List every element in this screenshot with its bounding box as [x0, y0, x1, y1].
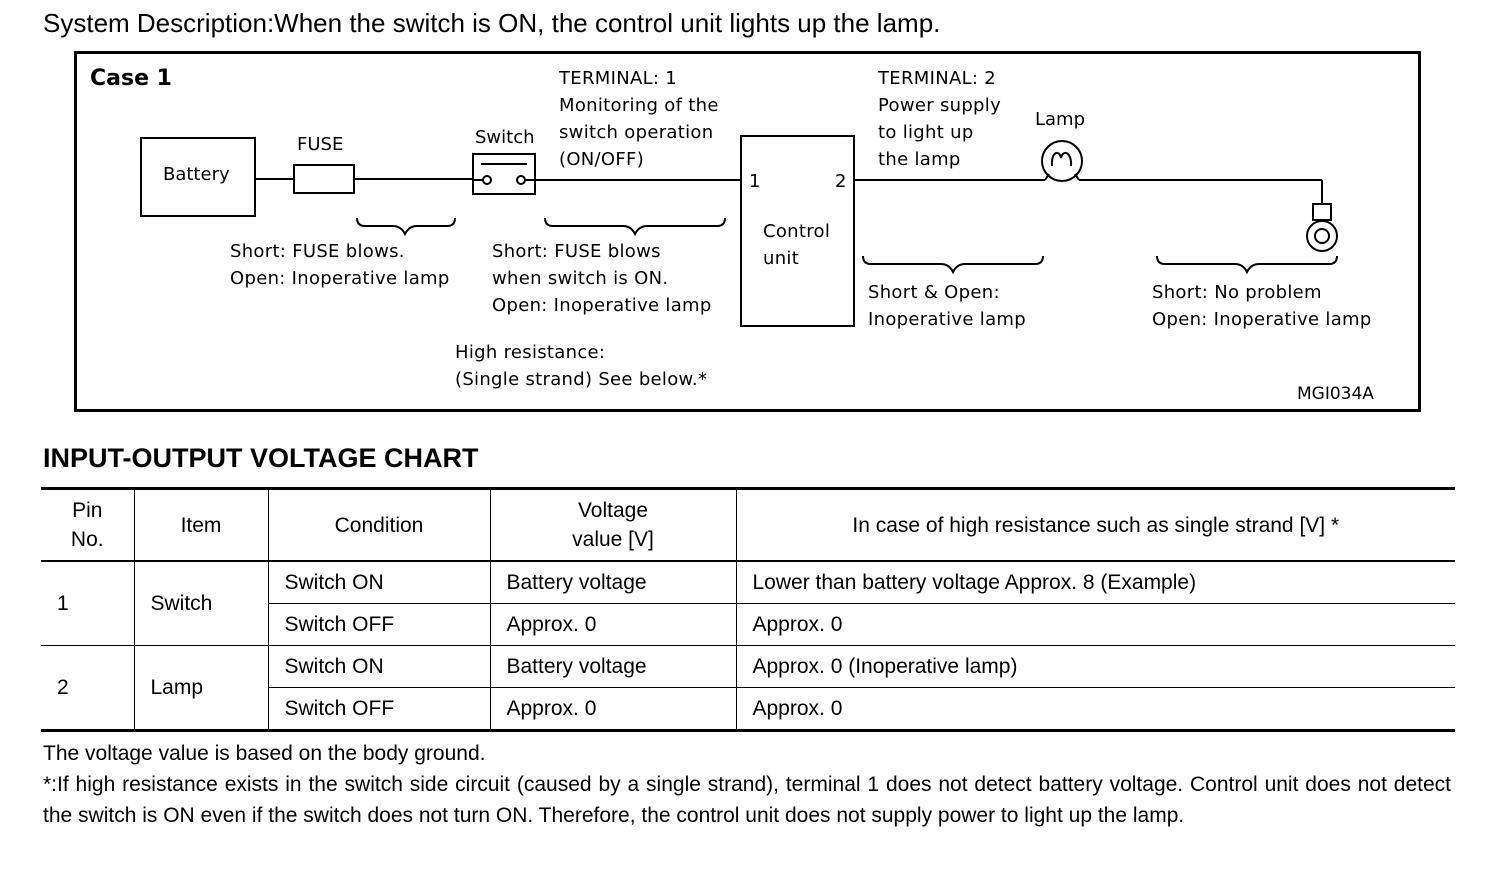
high-resistance-cell: Lower than battery voltage Approx. 8 (Example): [736, 561, 1455, 604]
circuit-wiring: [77, 54, 1418, 409]
voltage-cell: Approx. 0: [490, 688, 736, 731]
item-cell: Switch: [134, 561, 268, 646]
circuit-diagram: [74, 51, 1421, 412]
fuse-wire-note: Short: FUSE blows. Open: Inoperative lamp: [230, 241, 450, 289]
lamp-label: Lamp: [1035, 109, 1086, 130]
chart-title: INPUT-OUTPUT VOLTAGE CHART: [43, 443, 479, 473]
header-pin-no: Pin No.: [41, 489, 134, 562]
header-item: Item: [134, 489, 268, 562]
lamp-wire-note: Short & Open: Inoperative lamp: [868, 282, 1026, 330]
brace-lamp-wire: [863, 256, 1043, 272]
high-resistance-cell: Approx. 0: [736, 604, 1455, 646]
notes: [43, 738, 1451, 831]
voltage-cell: Battery voltage: [490, 646, 736, 688]
voltage-cell: Approx. 0: [490, 604, 736, 646]
header-voltage: Voltage value [V]: [490, 489, 736, 562]
condition-cell: Switch ON: [268, 646, 490, 688]
ground-wire-note: Short: No problem Open: Inoperative lamp: [1152, 282, 1372, 330]
high-resistance-note: High resistance: (Single strand) See below.*: [455, 342, 708, 390]
pin-1-label: 1: [749, 171, 761, 192]
terminal-1-note: TERMINAL: 1 Monitoring of the switch operation (ON/OFF): [559, 68, 719, 170]
high-resistance-cell: Approx. 0 (Inoperative lamp): [736, 646, 1455, 688]
brace-ground-wire: [1157, 256, 1337, 272]
condition-cell: Switch ON: [268, 561, 490, 604]
terminal-2-note: TERMINAL: 2 Power supply to light up the lamp: [878, 68, 1002, 170]
table-header-row: [41, 489, 1455, 562]
voltage-chart-table: [41, 487, 1455, 732]
pin-2-label: 2: [835, 171, 847, 192]
switch-label: Switch: [475, 127, 535, 148]
figure-code: MGI034A: [1297, 384, 1374, 404]
control-unit-label: Control unit: [763, 221, 831, 269]
fuse-label: FUSE: [297, 134, 344, 155]
voltage-cell: Battery voltage: [490, 561, 736, 604]
brace-switch-wire: [545, 218, 725, 234]
high-resistance-cell: Approx. 0: [736, 688, 1455, 731]
note-body-ground: The voltage value is based on the body ground.: [43, 742, 486, 765]
condition-cell: Switch OFF: [268, 688, 490, 731]
switch-wire-note: Short: FUSE blows when switch is ON. Open: Inoperative lamp: [492, 241, 712, 316]
brace-fuse-wire: [357, 218, 455, 234]
condition-cell: Switch OFF: [268, 604, 490, 646]
header-condition: Condition: [268, 489, 490, 562]
item-cell: Lamp: [134, 646, 268, 731]
fuse-symbol: [294, 165, 354, 193]
table-row: [41, 561, 1455, 604]
system-description: System Description:When the switch is ON, the control unit lights up the lamp.: [43, 8, 941, 38]
case-label: Case 1: [90, 66, 172, 91]
ground-symbol: [1313, 204, 1331, 220]
header-high-resistance: In case of high resistance such as single strand [V] *: [736, 489, 1455, 562]
switch-symbol: [473, 154, 535, 194]
table-row: [41, 646, 1455, 688]
note-high-resistance: *:If high resistance exists in the switch side circuit (caused by a single strand), terminal 1 does not detect battery voltage. Control unit does not detect the switch is ON even if the switch does not turn ON. Therefore, the control unit does not supply power to light up the lamp.: [43, 773, 1451, 827]
pin-cell: 1: [41, 561, 134, 646]
battery-label: Battery: [163, 164, 230, 185]
pin-cell: 2: [41, 646, 134, 731]
